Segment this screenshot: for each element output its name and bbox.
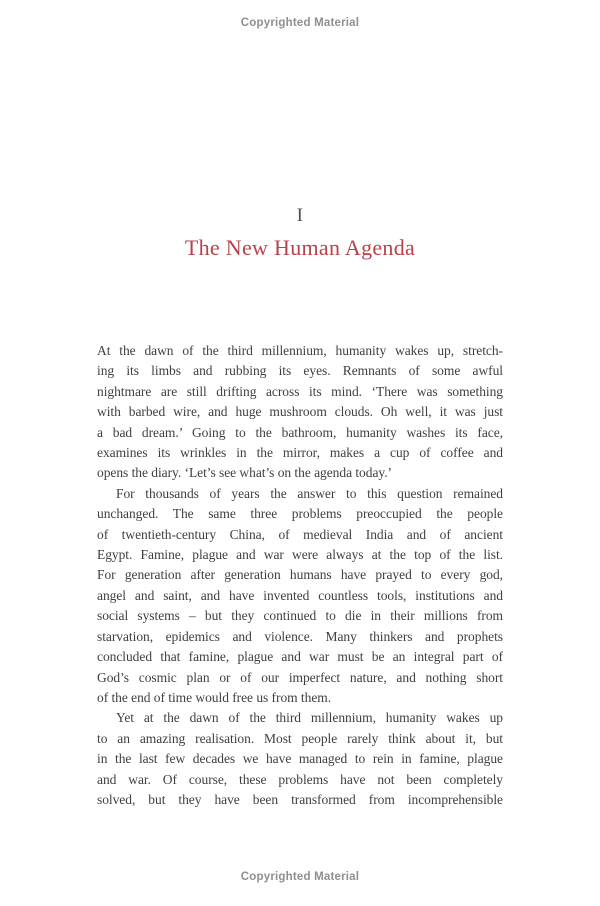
- body-line: to an amazing realisation. Most people rarely think about it, but: [97, 730, 503, 746]
- body-line: with barbed wire, and huge mushroom clouds. Oh well, it was just: [97, 404, 503, 420]
- chapter-number: I: [296, 205, 304, 226]
- body-line: of twentieth-century China, of medieval India and of ancient: [97, 526, 503, 542]
- paragraph: [97, 341, 503, 484]
- body-line: Egypt. Famine, plague and war were always at the top of the list.: [97, 547, 503, 563]
- body-line: Yet at the dawn of the third millennium, humanity wakes up: [116, 710, 503, 726]
- chapter-title: The New Human Agenda: [184, 235, 416, 260]
- body-line: and war. Of course, these problems have not been completely: [97, 771, 503, 787]
- body-line: a bad dream.’ Going to the bathroom, humanity washes its face,: [97, 424, 503, 440]
- body-line: nightmare are still drifting across its mind. ‘There was something: [97, 383, 503, 399]
- body-line: in the last few decades we have managed to rein in famine, plague: [97, 751, 503, 767]
- body-line: starvation, epidemics and violence. Many thinkers and prophets: [97, 628, 503, 644]
- body-line: For thousands of years the answer to this question remained: [116, 485, 503, 501]
- body-text: [97, 341, 503, 810]
- body-line: ing its limbs and rubbing its eyes. Remnants of some awful: [97, 363, 503, 379]
- body-line: social systems – but they continued to die in their millions from: [97, 608, 503, 624]
- copyright-notice-bottom: Copyrighted Material: [240, 871, 360, 883]
- body-line: of the end of time would free us from them.: [97, 689, 332, 705]
- body-line: concluded that famine, plague and war must be an integral part of: [97, 649, 503, 665]
- body-line: At the dawn of the third millennium, humanity wakes up, stretch-: [97, 343, 503, 358]
- body-line: solved, but they have been transformed from incomprehensible: [97, 791, 503, 807]
- copyright-notice-top: Copyrighted Material: [240, 17, 360, 29]
- paragraph: [97, 708, 503, 810]
- body-line: angel and saint, and have invented countless tools, institutions and: [97, 587, 503, 603]
- paragraph: [97, 484, 503, 708]
- body-line: God’s cosmic plan or of our imperfect nature, and nothing short: [97, 669, 503, 685]
- body-line: For generation after generation humans have prayed to every god,: [97, 567, 503, 583]
- body-line: examines its wrinkles in the mirror, makes a cup of coffee and: [97, 445, 503, 461]
- body-line: unchanged. The same three problems preoccupied the people: [97, 506, 503, 522]
- body-line: opens the diary. ‘Let’s see what’s on the agenda today.’: [97, 465, 392, 481]
